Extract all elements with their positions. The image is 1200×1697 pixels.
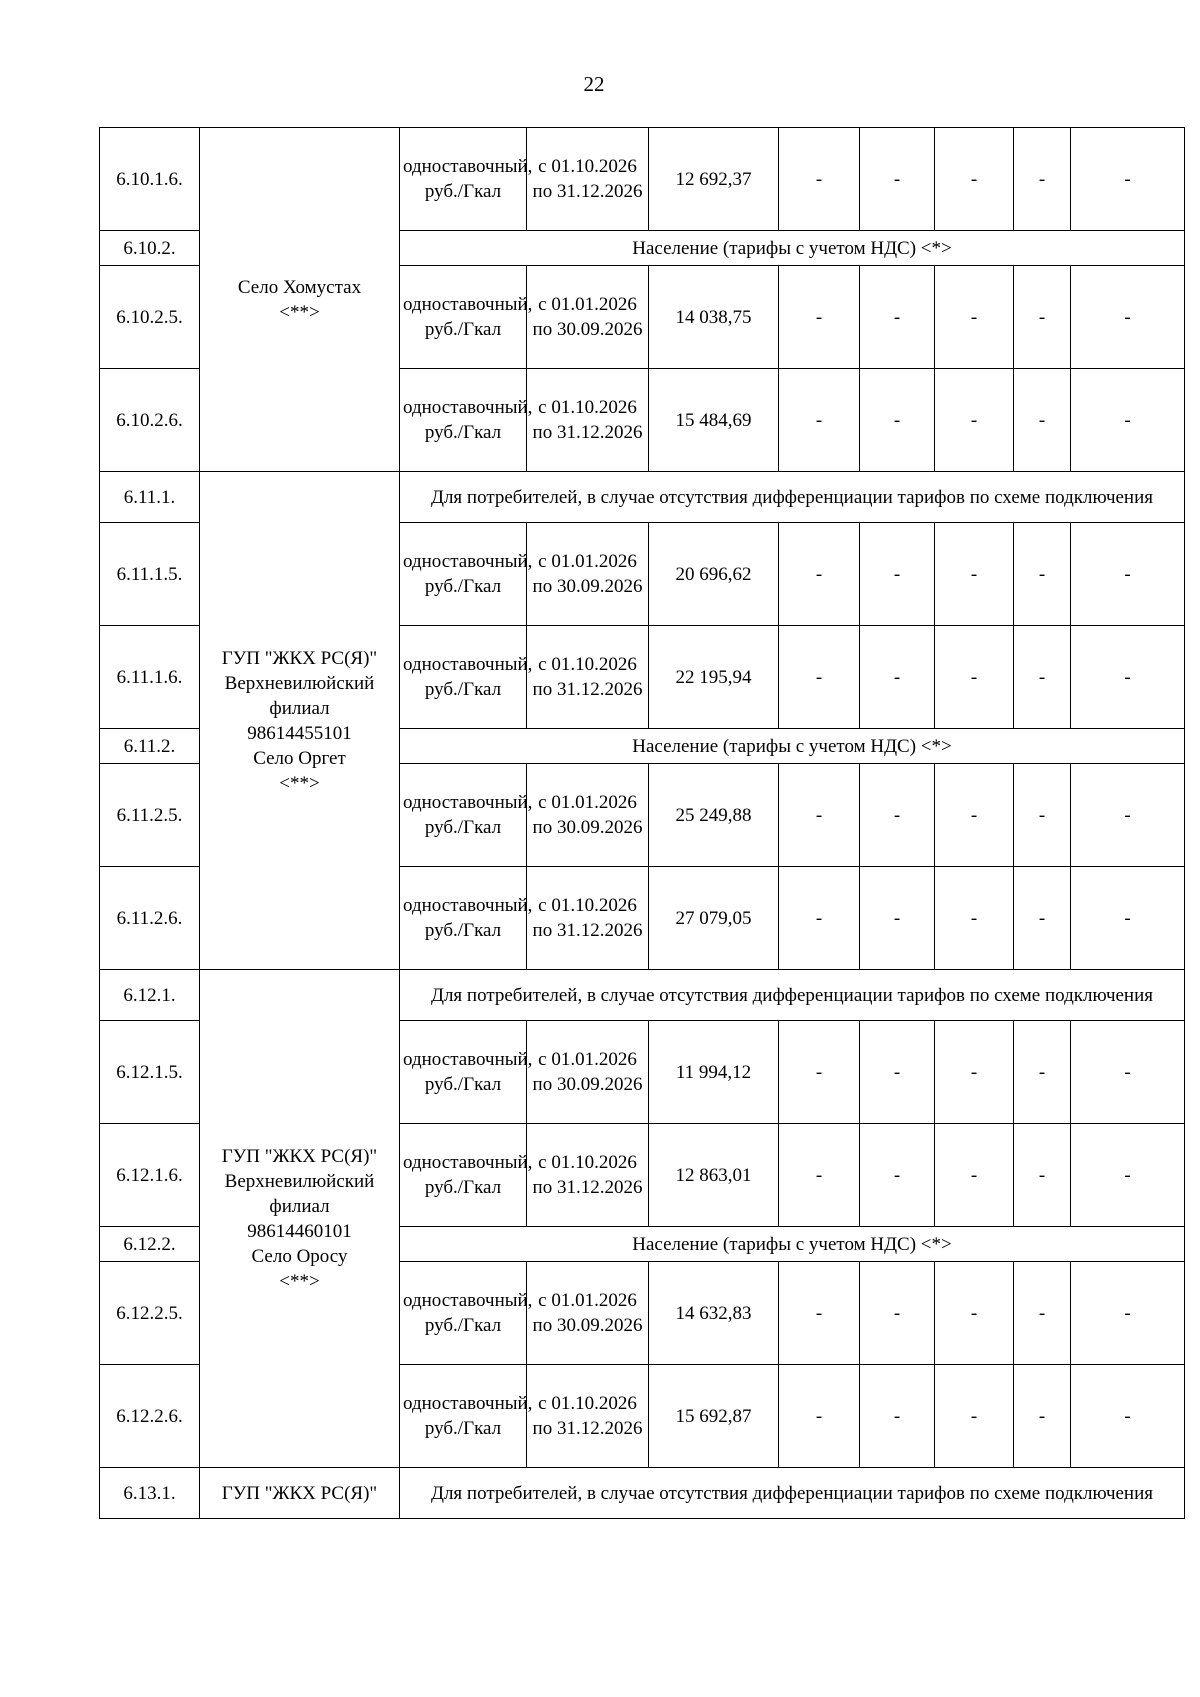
empty-value-cell: - <box>935 1021 1014 1124</box>
tariff-value-cell: 14 038,75 <box>649 266 779 369</box>
period-cell: с 01.10.2026 по 31.12.2026 <box>527 1124 649 1227</box>
empty-value-cell: - <box>779 128 860 231</box>
row-number-cell: 6.11.1.5. <box>100 523 200 626</box>
empty-value-cell: - <box>1071 867 1185 970</box>
empty-value-cell: - <box>779 764 860 867</box>
empty-value-cell: - <box>1014 1124 1071 1227</box>
tariff-type-cell: одноставочный, руб./Гкал <box>400 523 527 626</box>
empty-value-cell: - <box>1014 1262 1071 1365</box>
consumer-group-header: Для потребителей, в случае отсутствия дифференциации тарифов по схеме подключения <box>400 1468 1185 1519</box>
period-cell: с 01.10.2026 по 31.12.2026 <box>527 626 649 729</box>
period-cell: с 01.01.2026 по 30.09.2026 <box>527 1262 649 1365</box>
empty-value-cell: - <box>1014 1365 1071 1468</box>
empty-value-cell: - <box>860 867 935 970</box>
empty-value-cell: - <box>779 626 860 729</box>
organization-cell <box>200 970 400 1468</box>
empty-value-cell: - <box>1014 128 1071 231</box>
row-number-cell: 6.11.1.6. <box>100 626 200 729</box>
table-row <box>100 472 1185 523</box>
row-number-cell: 6.12.2.5. <box>100 1262 200 1365</box>
empty-value-cell: - <box>1014 369 1071 472</box>
organization-line: Село Хомустах <box>237 276 362 298</box>
empty-value-cell: - <box>860 523 935 626</box>
empty-value-cell: - <box>1071 1021 1185 1124</box>
organization-line: ГУП "ЖКХ РС(Я)" <box>221 1482 378 1504</box>
period-cell: с 01.10.2026 по 31.12.2026 <box>527 369 649 472</box>
tariff-value-cell: 12 863,01 <box>649 1124 779 1227</box>
organization-cell <box>200 128 400 472</box>
row-number-cell: 6.11.2. <box>100 729 200 764</box>
row-number-cell: 6.10.2.5. <box>100 266 200 369</box>
empty-value-cell: - <box>860 764 935 867</box>
tariff-value-cell: 22 195,94 <box>649 626 779 729</box>
organization-line: Село Оросу <box>251 1245 348 1267</box>
empty-value-cell: - <box>860 266 935 369</box>
organization-line: ГУП "ЖКХ РС(Я)" <box>221 647 378 669</box>
empty-value-cell: - <box>1014 626 1071 729</box>
period-cell: с 01.10.2026 по 31.12.2026 <box>527 867 649 970</box>
row-number-cell: 6.12.1.5. <box>100 1021 200 1124</box>
empty-value-cell: - <box>779 867 860 970</box>
table-row <box>100 128 1185 231</box>
row-number-cell: 6.11.1. <box>100 472 200 523</box>
empty-value-cell: - <box>860 626 935 729</box>
tariff-type-cell: одноставочный, руб./Гкал <box>400 867 527 970</box>
tariff-value-cell: 11 994,12 <box>649 1021 779 1124</box>
empty-value-cell: - <box>935 266 1014 369</box>
row-number-cell: 6.11.2.5. <box>100 764 200 867</box>
organization-line: <**> <box>279 772 320 794</box>
empty-value-cell: - <box>935 867 1014 970</box>
tariff-type-cell: одноставочный, руб./Гкал <box>400 1262 527 1365</box>
tariff-value-cell: 20 696,62 <box>649 523 779 626</box>
empty-value-cell: - <box>1014 867 1071 970</box>
empty-value-cell: - <box>935 626 1014 729</box>
tariff-type-cell: одноставочный, руб./Гкал <box>400 764 527 867</box>
empty-value-cell: - <box>860 369 935 472</box>
empty-value-cell: - <box>1071 128 1185 231</box>
empty-value-cell: - <box>935 1262 1014 1365</box>
empty-value-cell: - <box>1014 266 1071 369</box>
organization-line: <**> <box>279 1270 320 1292</box>
empty-value-cell: - <box>860 1021 935 1124</box>
row-number-cell: 6.10.2. <box>100 231 200 266</box>
tariff-table <box>99 127 1185 1519</box>
tariff-value-cell: 15 692,87 <box>649 1365 779 1468</box>
empty-value-cell: - <box>779 1365 860 1468</box>
empty-value-cell: - <box>1071 1262 1185 1365</box>
table-row <box>100 1468 1185 1519</box>
tariff-value-cell: 27 079,05 <box>649 867 779 970</box>
empty-value-cell: - <box>1071 266 1185 369</box>
organization-line: Верхневилюйский филиал <box>224 1170 375 1217</box>
organization-line: 98614455101 <box>247 722 352 744</box>
empty-value-cell: - <box>860 1262 935 1365</box>
empty-value-cell: - <box>935 1124 1014 1227</box>
empty-value-cell: - <box>779 369 860 472</box>
tariff-type-cell: одноставочный, руб./Гкал <box>400 1124 527 1227</box>
empty-value-cell: - <box>1071 1124 1185 1227</box>
empty-value-cell: - <box>935 764 1014 867</box>
row-number-cell: 6.13.1. <box>100 1468 200 1519</box>
organization-line: ГУП "ЖКХ РС(Я)" <box>221 1145 378 1167</box>
empty-value-cell: - <box>779 266 860 369</box>
organization-line: <**> <box>279 301 320 323</box>
empty-value-cell: - <box>1071 369 1185 472</box>
row-number-cell: 6.12.2.6. <box>100 1365 200 1468</box>
population-header: Население (тарифы с учетом НДС) <*> <box>400 231 1185 266</box>
empty-value-cell: - <box>935 1365 1014 1468</box>
tariff-type-cell: одноставочный, руб./Гкал <box>400 1365 527 1468</box>
empty-value-cell: - <box>1014 1021 1071 1124</box>
population-header: Население (тарифы с учетом НДС) <*> <box>400 729 1185 764</box>
row-number-cell: 6.11.2.6. <box>100 867 200 970</box>
period-cell: с 01.10.2026 по 31.12.2026 <box>527 1365 649 1468</box>
empty-value-cell: - <box>1071 523 1185 626</box>
empty-value-cell: - <box>779 523 860 626</box>
tariff-type-cell: одноставочный, руб./Гкал <box>400 128 527 231</box>
organization-line: Село Оргет <box>253 747 346 769</box>
period-cell: с 01.01.2026 по 30.09.2026 <box>527 1021 649 1124</box>
organization-line: 98614460101 <box>247 1220 352 1242</box>
population-header: Население (тарифы с учетом НДС) <*> <box>400 1227 1185 1262</box>
period-cell: с 01.01.2026 по 30.09.2026 <box>527 523 649 626</box>
empty-value-cell: - <box>860 1365 935 1468</box>
empty-value-cell: - <box>779 1021 860 1124</box>
row-number-cell: 6.12.2. <box>100 1227 200 1262</box>
empty-value-cell: - <box>1071 764 1185 867</box>
period-cell: с 01.01.2026 по 30.09.2026 <box>527 266 649 369</box>
empty-value-cell: - <box>935 128 1014 231</box>
tariff-type-cell: одноставочный, руб./Гкал <box>400 1021 527 1124</box>
organization-line: Верхневилюйский филиал <box>224 672 375 719</box>
tariff-type-cell: одноставочный, руб./Гкал <box>400 626 527 729</box>
period-cell: с 01.01.2026 по 30.09.2026 <box>527 764 649 867</box>
empty-value-cell: - <box>1014 764 1071 867</box>
table-row <box>100 970 1185 1021</box>
tariff-value-cell: 15 484,69 <box>649 369 779 472</box>
empty-value-cell: - <box>860 1124 935 1227</box>
empty-value-cell: - <box>779 1262 860 1365</box>
page-number: 22 <box>583 72 605 96</box>
empty-value-cell: - <box>1071 1365 1185 1468</box>
row-number-cell: 6.10.2.6. <box>100 369 200 472</box>
organization-cell <box>200 472 400 970</box>
consumer-group-header: Для потребителей, в случае отсутствия дифференциации тарифов по схеме подключения <box>400 472 1185 523</box>
tariff-type-cell: одноставочный, руб./Гкал <box>400 369 527 472</box>
tariff-value-cell: 12 692,37 <box>649 128 779 231</box>
empty-value-cell: - <box>935 369 1014 472</box>
row-number-cell: 6.12.1.6. <box>100 1124 200 1227</box>
organization-cell <box>200 1468 400 1519</box>
empty-value-cell: - <box>1014 523 1071 626</box>
tariff-value-cell: 25 249,88 <box>649 764 779 867</box>
tariff-value-cell: 14 632,83 <box>649 1262 779 1365</box>
empty-value-cell: - <box>860 128 935 231</box>
empty-value-cell: - <box>1071 626 1185 729</box>
row-number-cell: 6.12.1. <box>100 970 200 1021</box>
row-number-cell: 6.10.1.6. <box>100 128 200 231</box>
empty-value-cell: - <box>779 1124 860 1227</box>
tariff-type-cell: одноставочный, руб./Гкал <box>400 266 527 369</box>
period-cell: с 01.10.2026 по 31.12.2026 <box>527 128 649 231</box>
consumer-group-header: Для потребителей, в случае отсутствия дифференциации тарифов по схеме подключения <box>400 970 1185 1021</box>
empty-value-cell: - <box>935 523 1014 626</box>
